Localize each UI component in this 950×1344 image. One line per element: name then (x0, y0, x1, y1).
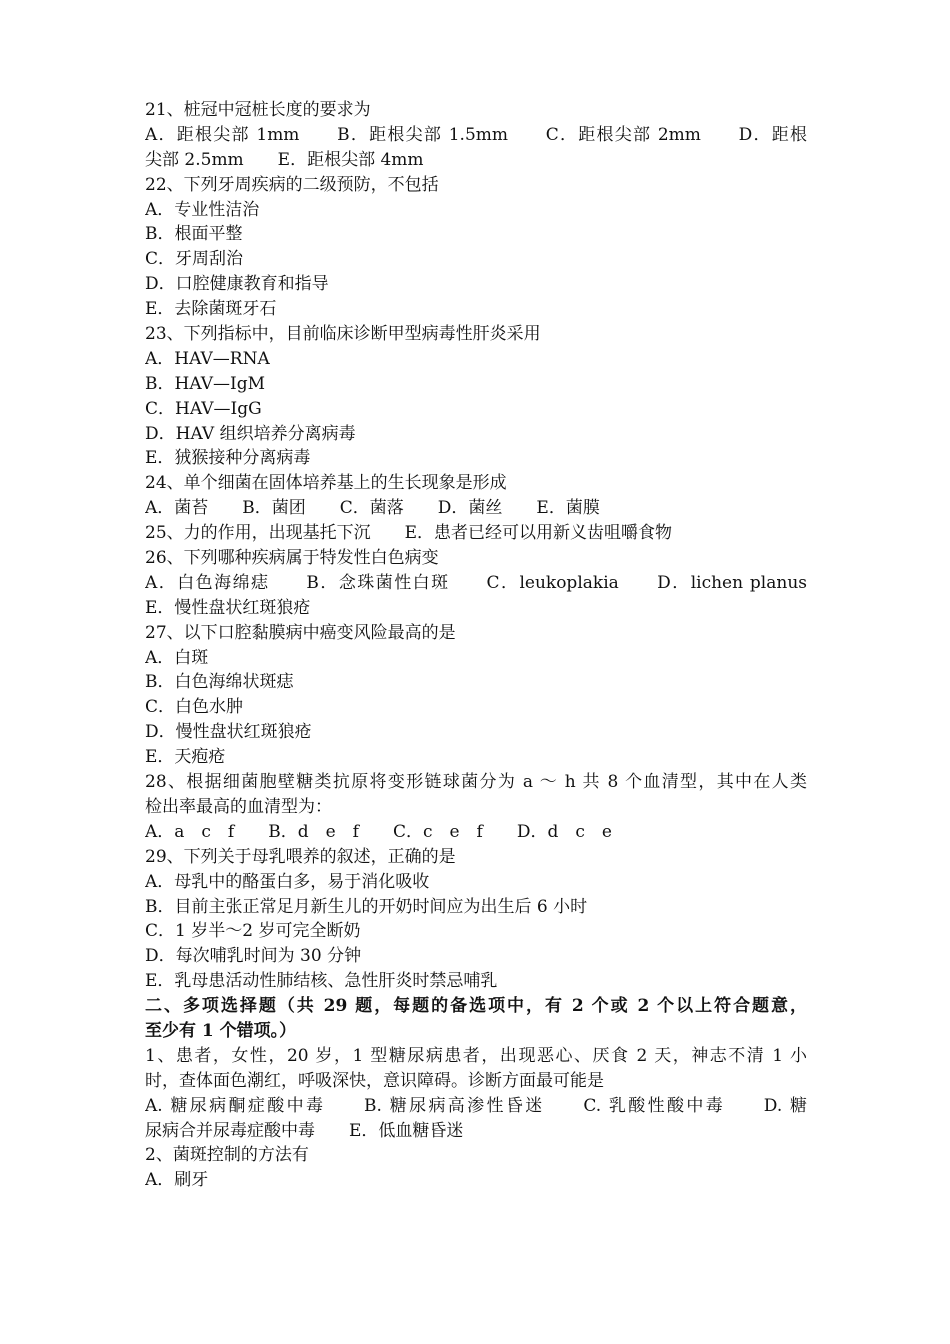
text-line: 28、根据细菌胞壁糖类抗原将变形链球菌分为 a ～ h 共 8 个血清型，其中在人类 (145, 772, 807, 793)
text-line: 尿病合并尿毒症酸中毒 E．低血糖昏迷 (145, 1120, 464, 1141)
document-page (145, 98, 807, 1193)
text-line: E．天疱疮 (145, 747, 226, 768)
section-heading-line: 至少有 1 个错项。） (145, 1020, 297, 1041)
text-line: D．每次哺乳时间为 30 分钟 (145, 946, 362, 967)
text-line: B．根面平整 (145, 224, 243, 245)
text-line: E．乳母患活动性肺结核、急性肝炎时禁忌哺乳 (145, 971, 498, 992)
text-line: C．1 岁半～2 岁可完全断奶 (145, 921, 361, 942)
text-line: D．慢性盘状红斑狼疮 (145, 722, 312, 743)
text-line: A．刷牙 (145, 1170, 209, 1191)
text-line: E．狨猴接种分离病毒 (145, 448, 311, 469)
text-line: C．牙周刮治 (145, 249, 244, 270)
text-line: A．白斑 (145, 647, 209, 668)
text-line: A．母乳中的酪蛋白多，易于消化吸收 (145, 871, 430, 892)
text-line: A．a c f B．d e f C．c e f D．d c e (145, 821, 612, 842)
text-line: B．白色海绵状斑痣 (145, 672, 294, 693)
text-line: D．口腔健康教育和指导 (145, 274, 329, 295)
text-line: 27、以下口腔黏膜病中癌变风险最高的是 (145, 622, 456, 643)
text-line: A．距根尖部 1mm B．距根尖部 1.5mm C．距根尖部 2mm D．距根 (145, 124, 807, 145)
text-line: A. 糖尿病酮症酸中毒 B. 糖尿病高渗性昏迷 C. 乳酸性酸中毒 D. 糖 (145, 1095, 807, 1116)
text-line: 检出率最高的血清型为： (145, 796, 332, 817)
text-line: 25、力的作用，出现基托下沉 E．患者已经可以用新义齿咀嚼食物 (145, 523, 673, 544)
text-line: 2、菌斑控制的方法有 (145, 1145, 309, 1166)
text-line: B．目前主张正常足月新生儿的开奶时间应为出生后 6 小时 (145, 896, 588, 917)
text-line: 21、桩冠中冠桩长度的要求为 (145, 100, 371, 120)
text-line: 26、下列哪种疾病属于特发性白色病变 (145, 548, 439, 569)
text-line: C．白色水肿 (145, 697, 244, 718)
text-line: 23、下列指标中，目前临床诊断甲型病毒性肝炎采用 (145, 324, 541, 345)
text-line: D．HAV 组织培养分离病毒 (145, 423, 356, 444)
text-line: C．HAV—IgG (145, 398, 262, 419)
text-line: 尖部 2.5mm E．距根尖部 4mm (145, 149, 424, 170)
text-line: 1、患者，女性，20 岁，1 型糖尿病患者，出现恶心、厌食 2 天，神志不清 1 小 (145, 1045, 807, 1066)
text-line: 24、单个细菌在固体培养基上的生长现象是形成 (145, 473, 507, 494)
section-heading-line: 二、多项选择题（共 29 题，每题的备选项中，有 2 个或 2 个以上符合题意， (145, 996, 807, 1017)
text-line: 22、下列牙周疾病的二级预防，不包括 (145, 174, 439, 195)
text-line: E．慢性盘状红斑狼疮 (145, 597, 311, 618)
text-line: E．去除菌斑牙石 (145, 299, 277, 320)
text-line: A．菌苔 B．菌团 C．菌落 D．菌丝 E．菌膜 (145, 498, 600, 519)
text-line: A．HAV—RNA (145, 348, 270, 369)
text-line: 时，查体面色潮红，呼吸深快，意识障碍。诊断方面最可能是 (145, 1070, 604, 1091)
text-line: B．HAV—IgM (145, 373, 266, 394)
text-line: A．白色海绵痣 B．念珠菌性白斑 C．leukoplakia D．lichen planus (145, 572, 807, 593)
text-line: A．专业性洁治 (145, 199, 260, 220)
text-line: 29、下列关于母乳喂养的叙述，正确的是 (145, 846, 456, 867)
